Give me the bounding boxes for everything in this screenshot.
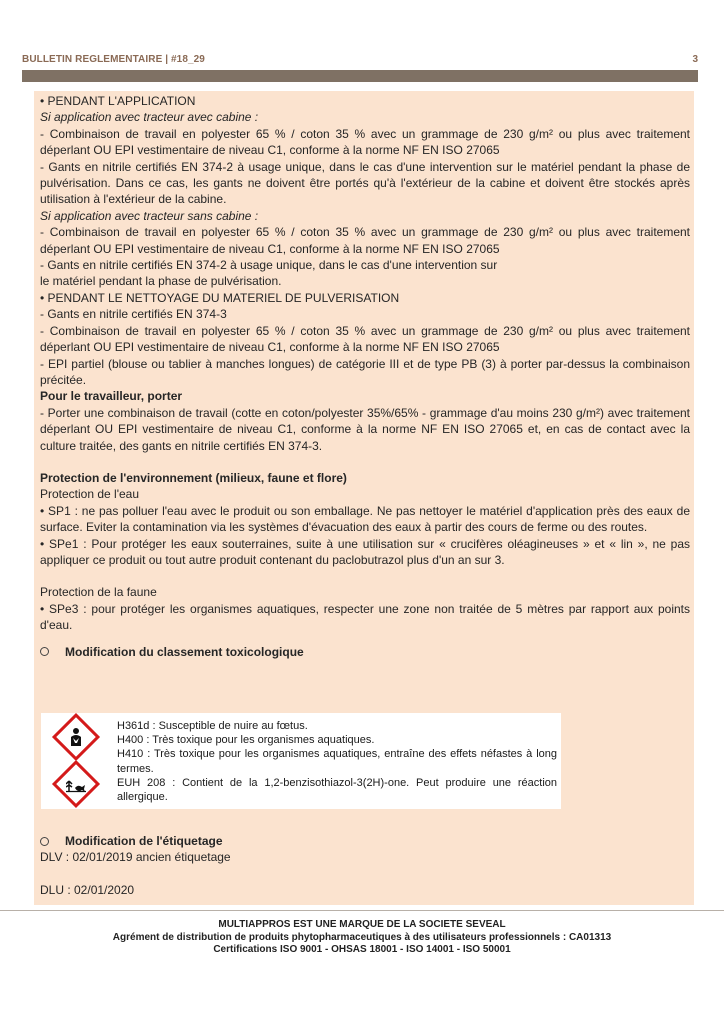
header-bar — [22, 70, 698, 82]
cleaning-item: - EPI partiel (blouse ou tablier à manches longues) de catégorie III et de type PB (3) à porter par-dessus la combinaison précitée. — [40, 356, 690, 387]
spacer — [40, 634, 690, 644]
cabin-item: - Combinaison de travail en polyester 65 % / coton 35 % avec un grammage de 230 g/m² ou plus avec traitement déperlant OU EPI vestimentaire de niveau C1, conforme à la norme NF EN ISO 27065 — [40, 126, 690, 158]
spacer — [40, 568, 690, 584]
nocabin-heading: Si application avec tracteur sans cabine : — [40, 208, 259, 223]
spe1-item: • SPe1 : Pour protéger les eaux souterraines, suite à une utilisation sur « crucifères oléagineuses » et « lin », ne pas appliquer ce produit ou tout autre produit contenant du paclobutrazol plus d'un an sur 3. — [40, 536, 690, 567]
footer-line-1: MULTIAPPROS EST UNE MARQUE DE LA SOCIETE SEVEAL — [218, 919, 506, 930]
spe3-item: • SPe3 : pour protéger les organismes aquatiques, respecter une zone non traitée de 5 mètres par rapport aux points d'eau. — [40, 601, 690, 633]
hazard-statements-box — [41, 713, 561, 809]
application-heading: • PENDANT L'APPLICATION — [40, 94, 196, 108]
nocabin-item: - Gants en nitrile certifiés EN 374-2 à usage unique, dans le cas d'une intervention sur — [40, 258, 498, 273]
h361d-statement: H361d : Susceptible de nuire au fœtus. — [117, 720, 308, 732]
nocabin-item: - Combinaison de travail en polyester 65 % / coton 35 % avec un grammage de 230 g/m² ou plus avec traitement déperlant OU EPI vestimentaire de niveau C1, conforme à la norme NF EN ISO 27065 — [40, 225, 690, 256]
dlv-line: DLV : 02/01/2019 ancien étiquetage — [40, 850, 231, 865]
health-hazard-icon — [59, 720, 93, 754]
content-panel — [34, 91, 694, 905]
label-heading-label: Modification de l'étiquetage — [65, 834, 223, 848]
page-header — [22, 54, 698, 68]
environment-hazard-icon — [59, 767, 93, 801]
cabin-heading: Si application avec tracteur avec cabine : — [40, 110, 259, 125]
page-number: 3 — [692, 54, 698, 65]
h410-statement: H410 : Très toxique pour les organismes aquatiques, entraîne des effets néfastes à long termes. — [117, 748, 557, 775]
header-title: BULLETIN REGLEMENTAIRE | #18_29 — [22, 54, 205, 65]
spacer — [40, 866, 690, 882]
dlu-line: DLU : 02/01/2020 — [40, 882, 135, 897]
fauna-heading: Protection de la faune — [40, 585, 157, 600]
footer-line-2: Agrément de distribution de produits phytopharmaceutiques à des utilisateurs professionnels : CA01313 — [112, 931, 612, 943]
h400-statement: H400 : Très toxique pour les organismes aquatiques. — [117, 734, 375, 747]
tox-heading-label: Modification du classement toxicologique — [65, 644, 304, 659]
content-text — [40, 93, 690, 660]
cleaning-heading: • PENDANT LE NETTOYAGE DU MATERIEL DE PULVERISATION — [40, 290, 400, 305]
environment-hazard-pictogram — [59, 767, 93, 801]
worker-heading: Pour le travailleur, porter — [40, 389, 183, 404]
hazard-text — [117, 719, 557, 804]
euh208-statement: EUH 208 : Contient de la 1,2-benzisothiazol-3(2H)-one. Peut produire une réaction allergique. — [117, 776, 557, 804]
page-footer — [0, 919, 724, 957]
spacer — [40, 454, 690, 470]
cabin-item: - Gants en nitrile certifiés EN 374-2 à usage unique, dans le cas d'une intervention sur le matériel pendant la phase de pulvérisation. Dans ce cas, les gants ne doivent être portés qu'à l'extérieur de la cabine et doivent être stockés après utilisation à l'extérieur de la cabine. — [40, 159, 690, 207]
health-hazard-pictogram — [59, 720, 93, 754]
footer-line-3: Certifications ISO 9001 - OHSAS 18001 - ISO 14001 - ISO 50001 — [213, 944, 511, 955]
water-heading: Protection de l'eau — [40, 487, 140, 502]
nocabin-item: le matériel pendant la phase de pulvérisation. — [40, 274, 282, 289]
environment-heading: Protection de l'environnement (milieux, faune et flore) — [40, 470, 347, 485]
circle-bullet-icon — [40, 837, 49, 846]
footer-divider — [0, 910, 724, 911]
labeling-section — [40, 833, 690, 898]
cleaning-item: - Gants en nitrile certifiés EN 374-3 — [40, 307, 227, 322]
sp1-item: • SP1 : ne pas polluer l'eau avec le produit ou son emballage. Ne pas nettoyer le matériel d'application près des eaux de surface. Eviter la contamination via les systèmes d'évacuation des eaux à partir des cours de ferme ou des routes. — [40, 503, 690, 535]
worker-item: - Porter une combinaison de travail (cotte en coton/polyester 35%/65% - grammage d'au moins 230 g/m²) avec traitement déperlant OU EPI vestimentaire de niveau C1, conforme à la norme NF EN ISO 27065 et, en cas de contact avec la culture traitée, des gants en nitrile certifiés EN 374-3. — [40, 405, 690, 453]
cleaning-item: - Combinaison de travail en polyester 65 % / coton 35 % avec un grammage de 230 g/m² ou plus avec traitement déperlant OU EPI vestimentaire de niveau C1, conforme à la norme NF EN ISO 27065 — [40, 323, 690, 355]
tox-heading — [40, 644, 690, 660]
circle-bullet-icon — [40, 647, 49, 656]
label-heading — [40, 833, 690, 849]
